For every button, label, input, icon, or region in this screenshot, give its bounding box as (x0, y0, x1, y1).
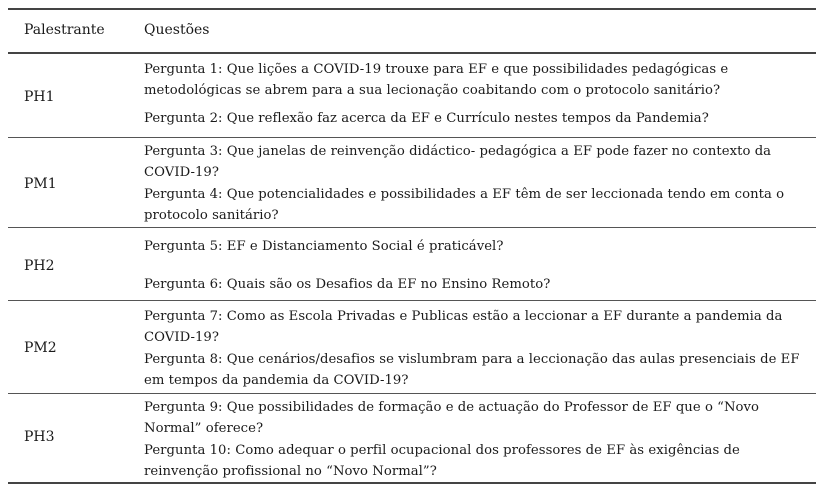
question-3: Pergunta 3: Que janelas de reinvenção didáctico- pedagógica a EF pode fazer no contexto da COVID-19? (144, 144, 772, 180)
header-questions: Questões (144, 22, 210, 38)
question-5: Pergunta 5: EF e Distanciamento Social é praticável? (144, 239, 504, 254)
speaker-ph2: PH2 (24, 258, 55, 274)
speaker-ph1: PH1 (24, 89, 55, 105)
speaker-ph3: PH3 (24, 429, 55, 445)
header-rule (8, 52, 816, 54)
row-divider (8, 300, 816, 301)
question-1: Pergunta 1: Que lições a COVID-19 trouxe para EF e que possibilidades pedagógicas e metodológicas se abrem para a sua lecionação coabitando com o protocolo sanitário? (144, 62, 729, 98)
question-10: Pergunta 10: Como adequar o perfil ocupacional dos professores de EF às exigências de reinvenção profissional no “Novo Normal”? (144, 443, 740, 479)
speaker-pm1: PM1 (24, 176, 57, 192)
question-6: Pergunta 6: Quais são os Desafios da EF no Ensino Remoto? (144, 277, 551, 292)
bottom-rule (8, 482, 816, 484)
question-2: Pergunta 2: Que reflexão faz acerca da EF e Currículo nestes tempos da Pandemia? (144, 111, 709, 126)
speaker-pm2: PM2 (24, 340, 57, 356)
question-8: Pergunta 8: Que cenários/desafios se vislumbram para a leccionação das aulas presenciais de EF em tempos da pandemia da COVID-19? (144, 352, 800, 388)
question-7: Pergunta 7: Como as Escola Privadas e Publicas estão a leccionar a EF durante a pandemia da COVID-19? (144, 309, 783, 345)
row-divider (8, 393, 816, 394)
top-rule (8, 8, 816, 10)
row-divider (8, 227, 816, 228)
question-9: Pergunta 9: Que possibilidades de formação e de actuação do Professor de EF que o “Novo Normal” oferece? (144, 400, 760, 436)
header-speaker: Palestrante (24, 22, 105, 38)
question-4: Pergunta 4: Que potencialidades e possibilidades a EF têm de ser leccionada tendo em conta o protocolo sanitário? (144, 187, 785, 223)
row-divider (8, 137, 816, 138)
